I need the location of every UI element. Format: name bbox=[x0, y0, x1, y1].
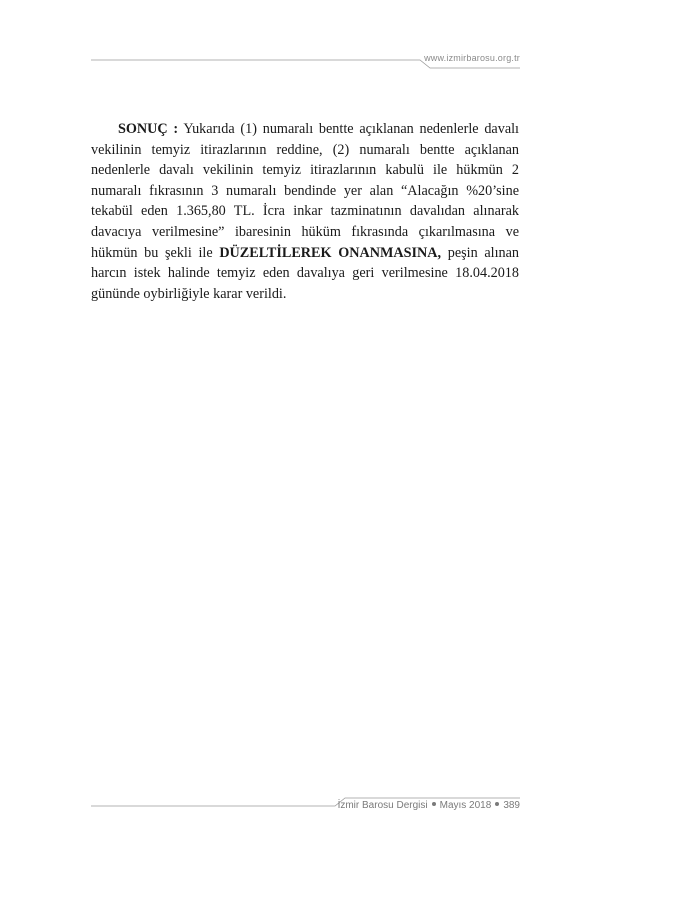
body-paragraph bbox=[91, 119, 519, 304]
bullet-separator bbox=[495, 802, 499, 806]
page-number: 389 bbox=[503, 800, 520, 811]
decision-emphasis: DÜZELTİLEREK ONANMASINA, bbox=[219, 244, 442, 261]
paragraph-text-1: Yukarıda (1) numaralı bentte açıklanan nedenlerle davalı vekilinin temyiz itirazlarının reddine, (2) numaralı bentte açıklanan nedenlerle davalı vekilinin temyiz itirazlarının kabulü ile hükmün 2 numaralı fıkrasının 3 numaralı bendinde yer alan “Alacağın %20’sine tekabül eden 1.365,80 TL. İcra inkar tazminatının davalıdan alınarak davacıya verilmesine” ibaresinin hüküm fıkrasında çıkarılmasına ve hükmün bu şekli ile bbox=[91, 121, 520, 261]
footer-journal: İzmir Barosu Dergisi bbox=[337, 800, 428, 811]
bullet-separator bbox=[432, 802, 436, 806]
section-lead: SONUÇ : bbox=[118, 121, 179, 137]
paragraph-text-2: peşin alınan harcın istek halinde temyiz eden davalıya geri verilmesine 18.04.2018 gününde oybirliğiyle karar verildi. bbox=[91, 244, 519, 302]
page-footer bbox=[338, 800, 520, 811]
footer-issue: Mayıs 2018 bbox=[439, 800, 492, 811]
header-url: www.izmirbarosu.org.tr bbox=[424, 53, 520, 63]
